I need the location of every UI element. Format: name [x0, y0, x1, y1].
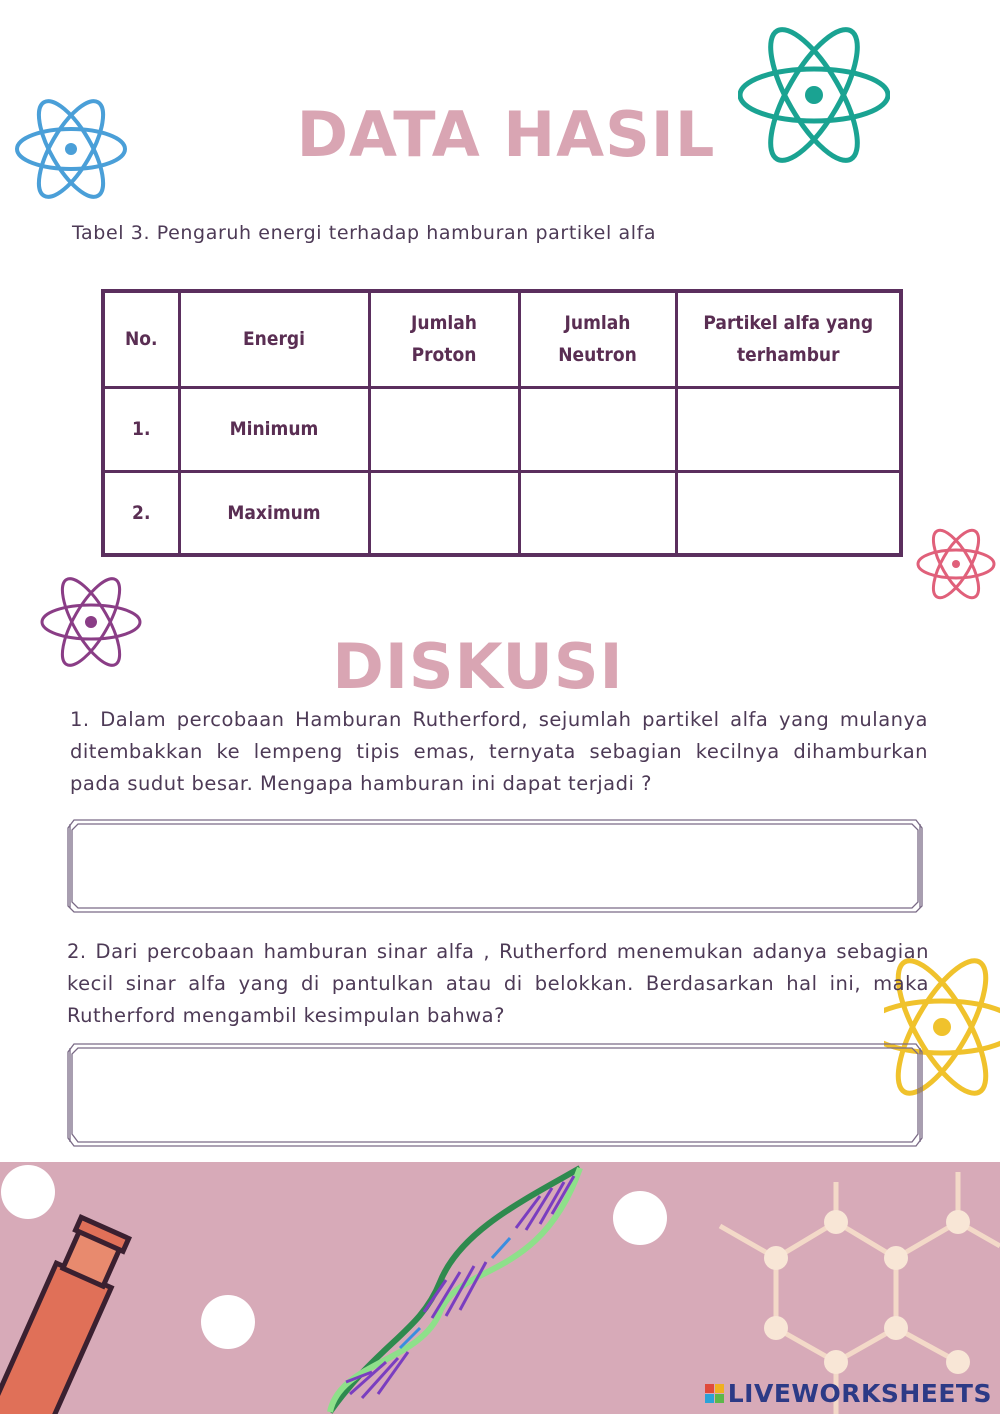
cell-neutron-input[interactable] — [519, 471, 676, 555]
header-no: No. — [103, 291, 179, 387]
header-terhambur: Partikel alfa yang terhambur — [676, 291, 901, 387]
cell-no: 2. — [103, 471, 179, 555]
table-row — [103, 387, 901, 471]
header-proton: Jumlah Proton — [369, 291, 519, 387]
cell-proton-input[interactable] — [369, 471, 519, 555]
results-table — [101, 289, 903, 557]
cell-energi: Maximum — [179, 471, 369, 555]
cell-terhambur-input[interactable] — [676, 387, 901, 471]
footer-decoration — [0, 1162, 1000, 1414]
header-energi: Energi — [179, 291, 369, 387]
liveworksheets-logo[interactable] — [705, 1379, 992, 1408]
cell-proton-input[interactable] — [369, 387, 519, 471]
cell-energi: Minimum — [179, 387, 369, 471]
cell-no: 1. — [103, 387, 179, 471]
atom-icon-pink — [916, 520, 996, 608]
logo-text: LIVEWORKSHEETS — [727, 1379, 992, 1408]
question-1: 1. Dalam percobaan Hamburan Rutherford, sejumlah partikel alfa yang mulanya ditembakkan ke lempeng tipis emas, ternyata sebagian kecilnya dihamburkan pada sudut besar. Mengapa hamburan ini dapat terjadi ? — [70, 708, 928, 795]
answer-frame-icon — [66, 818, 924, 914]
table-header-row — [103, 291, 901, 387]
pencil-icon — [0, 1216, 132, 1414]
section-title-diskusi: DISKUSI — [332, 630, 624, 703]
answer-box-2[interactable] — [66, 1042, 924, 1138]
dna-icon — [330, 1168, 580, 1412]
table-row — [103, 471, 901, 555]
cell-terhambur-input[interactable] — [676, 471, 901, 555]
cell-neutron-input[interactable] — [519, 387, 676, 471]
answer-box-1[interactable] — [66, 818, 924, 914]
header-neutron: Jumlah Neutron — [519, 291, 676, 387]
table-caption: Tabel 3. Pengaruh energi terhadap hamburan partikel alfa — [72, 222, 657, 244]
molecule-icon — [720, 1172, 1000, 1414]
page-title: DATA HASIL — [296, 98, 716, 171]
logo-blocks-icon — [705, 1384, 724, 1403]
question-2: 2. Dari percobaan hamburan sinar alfa , Rutherford menemukan adanya sebagian kecil sinar alfa yang di pantulkan atau di belokkan. Berdasarkan hal ini, maka Rutherford mengambil kesimpulan bahwa? — [67, 940, 929, 1027]
answer-frame-icon — [66, 1042, 924, 1148]
